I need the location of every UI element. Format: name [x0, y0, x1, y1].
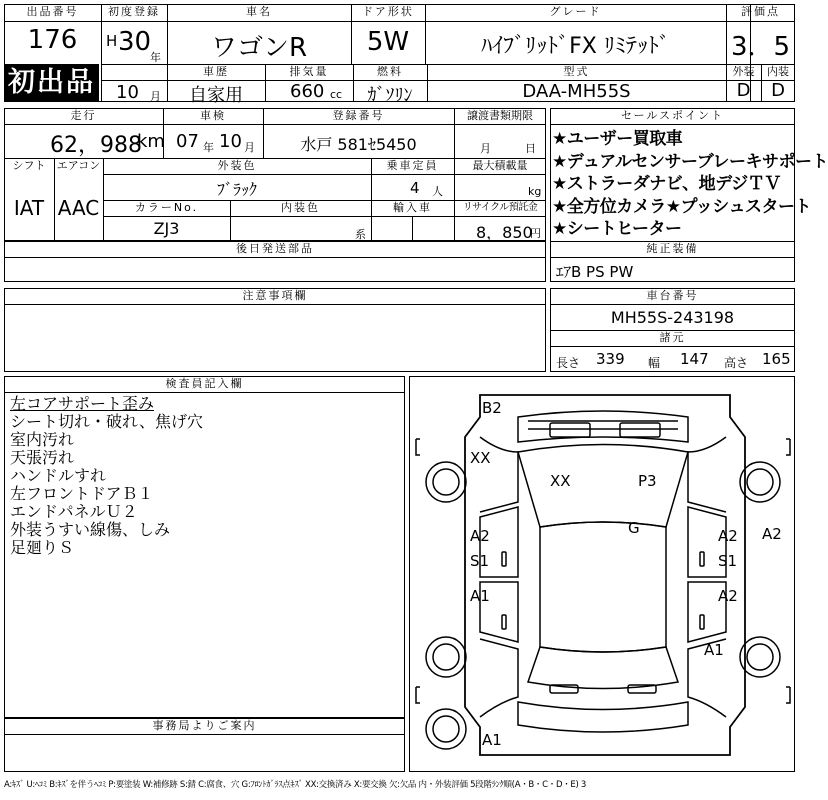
interior-color-unit: 系 [355, 228, 366, 241]
first-reg-month: 10 [116, 82, 139, 103]
mileage-label: 走行 [70, 109, 97, 122]
equipment: ｴｱB PS PW [556, 263, 634, 281]
inspector-remark: 外装うすい線傷、しみ [10, 520, 171, 539]
inspector-remark: 足廻りＳ [10, 538, 75, 557]
transfer-label: 譲渡書類期限 [467, 109, 533, 122]
door-label: ドア形状 [362, 5, 414, 18]
history: 自家用 [189, 85, 243, 106]
selling-points-label: セールスポイント [620, 109, 724, 122]
width: 147 [680, 350, 709, 368]
mileage-unit: km [137, 131, 165, 152]
displacement-label: 排気量 [289, 65, 329, 78]
inspection-year: 07 [176, 131, 199, 152]
mark-b2: B2 [482, 399, 502, 417]
grade: ﾊｲﾌﾞﾘｯﾄﾞFX ﾘﾐﾃｯﾄﾞ [481, 34, 670, 59]
interior-score: D [771, 80, 785, 101]
mark-a1-bottom: A1 [482, 731, 502, 749]
air-conditioner: AAC [57, 196, 100, 220]
first-reg-year: 30 [118, 27, 152, 57]
color-number: ZJ3 [153, 219, 180, 238]
selling-point: ★ストラーダナビ、地デジＴＶ [552, 174, 781, 194]
mark-a2-left: A2 [470, 527, 490, 545]
mark-xx-center: XX [550, 472, 571, 490]
model-label: 型式 [563, 65, 590, 78]
notes-label: 注意事項欄 [242, 289, 308, 302]
color-number-label: カラーNo. [134, 201, 199, 214]
inspector-remark: 天張汚れ [10, 448, 75, 467]
chassis-label: 車台番号 [646, 289, 699, 302]
inspector-label: 検査員記入欄 [165, 377, 244, 390]
max-load-unit: kg [528, 185, 542, 198]
displacement: 660 [290, 81, 325, 102]
exterior-color: ﾌﾞﾗｯｸ [216, 180, 257, 199]
door-type: 5W [366, 27, 410, 57]
first-reg-year-unit: 年 [150, 51, 161, 64]
first-listing-badge: 初出品 [4, 64, 99, 102]
interior-score-label: 内装 [767, 65, 789, 78]
plate-label: 登録番号 [332, 109, 385, 122]
max-load-label: 最大積載量 [472, 159, 528, 172]
mark-g: G [628, 519, 640, 537]
ac-label: エアコン [56, 159, 101, 172]
inspector-remark: ハンドルすれ [10, 466, 107, 485]
dimensions-label: 諸元 [659, 331, 686, 344]
damage-legend: A:ｷｽﾞ U:ﾍｺﾐ B:ｷｽﾞを伴うﾍｺﾐ P:要塗装 W:補修跡 S:錆 C:腐食、穴 G:ﾌﾛﾝﾄｶﾞﾗｽ点ｷｽﾞ XX:交換済み X:要交換 欠:欠品 内・外装評価 5段階ﾗﾝｸ順(A・B・C・D・E) 3 [4, 780, 587, 790]
length-label: 長さ [556, 356, 581, 370]
selling-point: ★全方位カメラ★プッシュスタート [552, 196, 811, 217]
transfer-month-unit: 月 [480, 142, 491, 155]
recycle-label: リサイクル預託金 [462, 202, 538, 213]
score-label: 評価点 [741, 5, 780, 18]
capacity-unit: 人 [432, 185, 443, 198]
height-label: 高さ [724, 356, 749, 370]
exterior-score-label: 外装 [732, 65, 755, 78]
recycle-unit: 円 [530, 227, 541, 240]
grade-label: グレード [549, 5, 602, 18]
displacement-unit: cc [330, 88, 343, 101]
height: 165 [762, 350, 791, 368]
mark-a1-right: A1 [704, 641, 724, 659]
mileage: 62，988 [50, 133, 142, 158]
shift: IAT [13, 196, 45, 220]
model-code: DAA-MH55S [522, 81, 631, 102]
plate-number: 水戸 581ｾ5450 [300, 135, 417, 154]
mark-p3: P3 [638, 472, 657, 490]
inspection-year-unit: 年 [203, 141, 214, 154]
inspection-label: 車検 [200, 109, 226, 122]
lot-number: 176 [27, 25, 78, 55]
transfer-day-unit: 日 [525, 142, 536, 155]
car-damage-diagram [409, 376, 795, 772]
inspector-remark: エンドパネルＵ２ [10, 502, 138, 521]
first-reg-month-unit: 月 [150, 90, 161, 103]
inspector-remark: 左フロントドアＢ１ [10, 484, 154, 503]
mark-a2-right: A2 [718, 527, 738, 545]
car-name: ワゴンR [210, 33, 308, 63]
lot-number-label: 出品番号 [26, 5, 79, 18]
mark-s1-right: S1 [718, 552, 738, 570]
first-reg-era: H [106, 32, 118, 50]
exterior-color-label: 外装色 [217, 159, 257, 172]
inspector-remark: シート切れ・破れ、焦げ穴 [10, 412, 203, 431]
capacity: 4 [410, 179, 420, 197]
mark-s1-left: S1 [470, 552, 490, 570]
car-outline-svg [410, 377, 796, 773]
history-label: 車歴 [203, 65, 229, 78]
car-name-label: 車名 [246, 5, 272, 18]
interior-color-label: 内装色 [281, 201, 320, 214]
selling-point: ★ユーザー買取車 [552, 129, 683, 149]
mark-a2-right-lower: A2 [718, 587, 738, 605]
length: 339 [596, 350, 625, 368]
chassis-number: MH55S-243198 [610, 308, 735, 327]
inspector-remark: 室内汚れ [10, 430, 75, 449]
selling-point: ★シートヒーター [552, 219, 682, 239]
first-reg-label: 初度登録 [108, 5, 160, 18]
recycle-deposit: 8，850 [476, 223, 533, 242]
fuel-label: 燃料 [377, 65, 403, 78]
shift-label: シフト [12, 159, 46, 172]
score: 3．5 [730, 32, 791, 62]
fuel: ｶﾞｿﾘﾝ [367, 85, 413, 106]
equipment-label: 純正装備 [646, 242, 699, 255]
width-label: 幅 [648, 356, 661, 370]
exterior-score: D [736, 80, 751, 101]
inspection-month: 10 [219, 131, 242, 152]
inspector-remark: 左コアサポート歪み [10, 394, 155, 413]
import-label: 輸入車 [393, 201, 432, 214]
selling-point: ★デュアルセンサーブレーキサポート [552, 151, 828, 172]
capacity-label: 乗車定員 [386, 159, 439, 172]
mark-xx-left: XX [470, 449, 491, 467]
mark-a1-left: A1 [470, 587, 490, 605]
office-label: 事務局よりご案内 [152, 719, 257, 732]
inspection-month-unit: 月 [244, 141, 255, 154]
later-parts-label: 後日発送部品 [236, 242, 314, 255]
mark-a2-far-right: A2 [762, 525, 782, 543]
